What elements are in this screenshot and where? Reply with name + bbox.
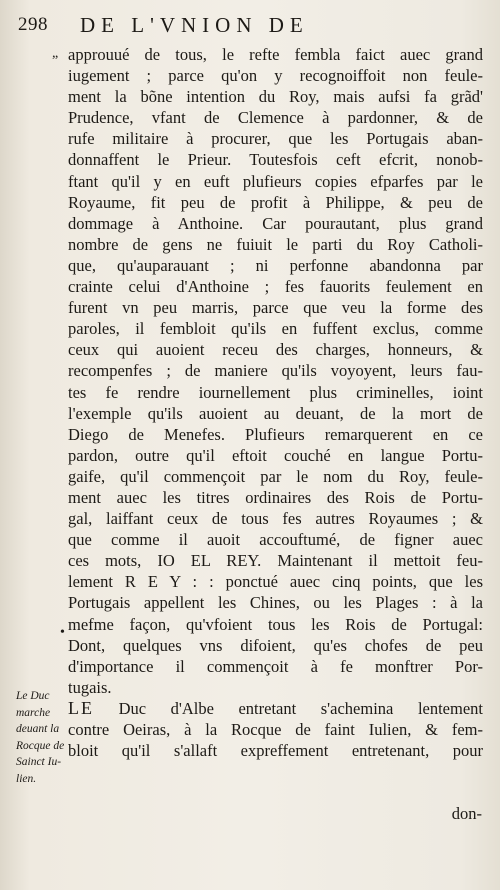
text-line: iugement ; parce qu'on y recognoiffoit non feule- bbox=[68, 66, 483, 86]
catchword: don- bbox=[451, 804, 482, 823]
text-line: Royaume, fit peu de profit à Philippe, & peu de bbox=[68, 192, 483, 212]
text-line: recompenfes ; de maniere qu'ils voyoyent, leurs fau- bbox=[68, 361, 483, 381]
text-line: ment auec les titres ordinaires des Rois de Portu- bbox=[68, 487, 483, 507]
main-text-block bbox=[68, 44, 483, 761]
text-line: dommage à Anthoine. Car pourautant, plus grand bbox=[68, 213, 483, 233]
text-line: furent vn peu marris, parce que veu la forme des bbox=[68, 298, 483, 318]
text-line: Diego de Menefes. Plufieurs remarquerent en ce bbox=[68, 424, 483, 444]
text-line: bloit qu'il s'allaft expreffement entretenant, pour bbox=[68, 741, 483, 761]
marginal-note-line: Le Duc bbox=[16, 690, 50, 702]
paragraph-1 bbox=[68, 44, 483, 698]
text-line: Dont, quelques vns difoient, qu'es chofes de peu bbox=[68, 635, 483, 655]
text-line: ceux qui auoient receu des charges, honneurs, & bbox=[68, 340, 483, 360]
text-line: ment la bõne intention du Roy, mais aufsi fa grãd' bbox=[68, 87, 483, 107]
text-line: Prudence, vfant de Clemence à pardonner, & de bbox=[68, 108, 483, 128]
text-line: crainte celui d'Anthoine ; fes fauorits feulement en bbox=[68, 277, 483, 297]
text-line: tes fe rendre iournellement plus criminelles, ioint bbox=[68, 382, 483, 402]
text-line: l'exemple qu'ils auoient au deuant, de la mort de bbox=[68, 403, 483, 423]
text-line: gal, laiffant ceux de tous fes autres Royaumes ; & bbox=[68, 509, 483, 529]
marginal-note-line: marche bbox=[16, 706, 51, 719]
margin-bullet-mark: • bbox=[60, 625, 65, 640]
text-line: mefme façon, qu'vfoient tous les Rois de Portugal: bbox=[68, 614, 483, 634]
text-line: paroles, il fembloit qu'ils en fuffent exclus, comme bbox=[68, 319, 483, 339]
quotation-mark: „ bbox=[52, 46, 59, 61]
paragraph-initial: LE bbox=[68, 697, 94, 718]
text-line: donnaffent le Prieur. Toutesfois ceft efcrit, nonob- bbox=[68, 150, 483, 170]
marginal-note-line: deuant la bbox=[16, 723, 60, 735]
paragraph-2 bbox=[68, 698, 483, 761]
text-line: tugais. bbox=[68, 677, 112, 697]
text-line: LE Duc d'Albe entretant s'achemina lentement bbox=[68, 697, 483, 718]
marginal-note-line: Rocque de bbox=[16, 739, 65, 752]
text-line: que, qu'auparauant ; ni perfonne abandonna par bbox=[68, 255, 483, 275]
text-line: approuué de tous, le refte fembla faict auec grand bbox=[68, 45, 483, 64]
text-line: nombre de gens ne fuiuit le parti du Roy Catholi- bbox=[68, 234, 483, 254]
page-number: 298 bbox=[18, 14, 48, 35]
text-line: lement R E Y : : ponctué auec cinq points, que les bbox=[68, 572, 483, 592]
text-line: ftant qu'il y en euft plufieurs copies efparfes par le bbox=[68, 171, 483, 191]
text-line: rufe militaire à procurer, que les Portugais aban- bbox=[68, 129, 483, 149]
marginal-note-line: Sainct Iu- bbox=[16, 756, 62, 768]
marginal-note-line: lien. bbox=[16, 772, 37, 785]
running-title: DE L'VNION DE bbox=[80, 13, 309, 37]
marginal-note bbox=[16, 688, 74, 787]
text-line: d'importance il commençoit à fe monftrer Por- bbox=[68, 656, 483, 676]
text-line: Portugais appellent les Chines, ou les Plages : à la bbox=[68, 593, 483, 613]
text-line: gaife, qu'il commençoit par le nom du Roy, feule- bbox=[68, 466, 483, 486]
text-line: pardon, outre qu'il eftoit couché en langue Portu- bbox=[68, 445, 483, 465]
text-line: que comme il auoit accouftumé, de figner auec bbox=[68, 530, 483, 550]
text-line: contre Oeiras, à la Rocque de faint Iulien, & fem- bbox=[68, 720, 483, 739]
page-header bbox=[18, 12, 482, 40]
text-line: ces mots, IO EL REY. Maintenant il mettoit feu- bbox=[68, 551, 483, 571]
